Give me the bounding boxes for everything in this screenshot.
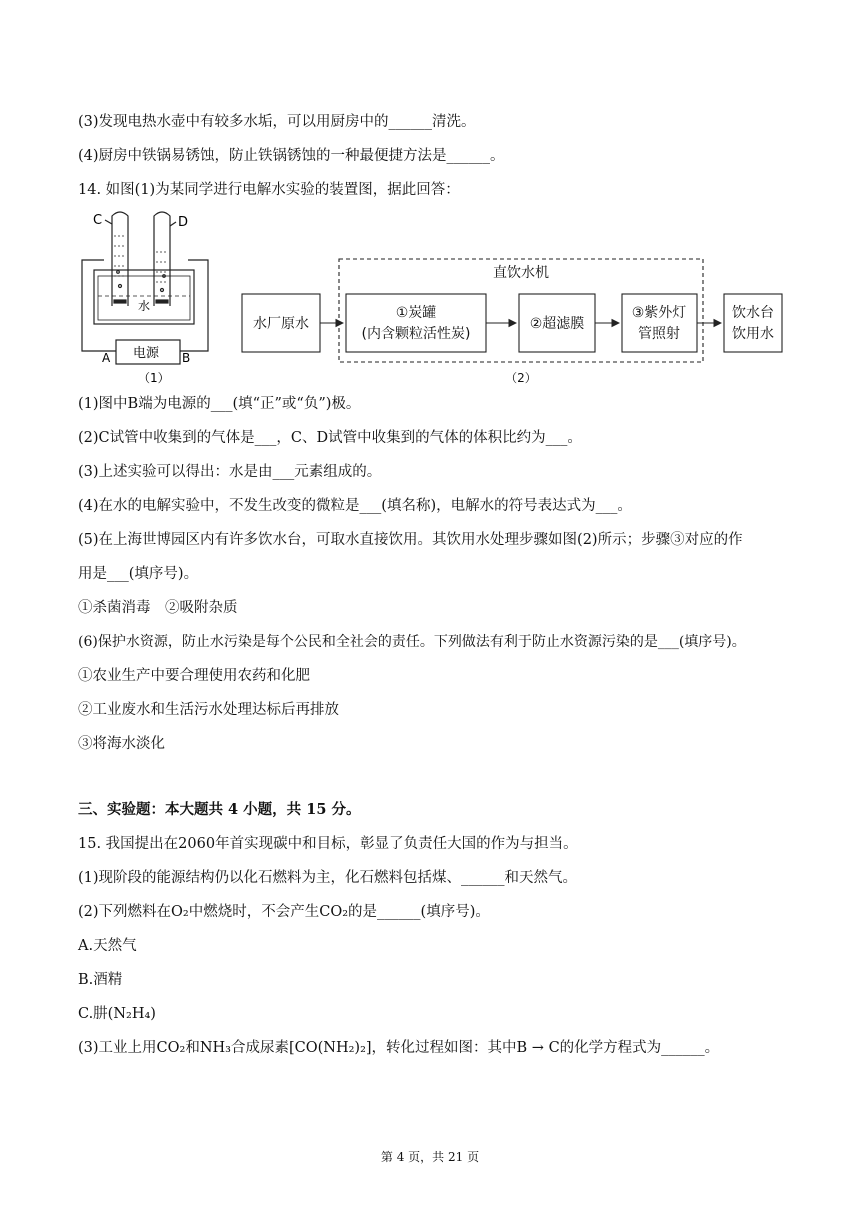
beaker [94,270,194,324]
machine-title: 直饮水机 [493,265,549,281]
q14-part6-option2: ②工业废水和生活污水处理达标后再排放 [78,702,339,718]
water-label: 水 [138,299,151,313]
q14-part5: (5)在上海世博园区内有许多饮水台，可取水直接饮用。其饮用水处理步骤如图(2)所示；步骤③对应的作 [78,532,743,548]
figure1-caption: （1） [138,371,170,385]
q14-part3: (3)上述实验可以得出：水是由___元素组成的。 [78,464,382,480]
power-label: 电源 [133,346,160,361]
label-d: D [178,215,189,230]
step3-box [622,294,697,352]
q14-part2: (2)C试管中收集到的气体是___，C、D试管中收集到的气体的体积比约为___。 [78,430,582,446]
label-c: C [93,213,103,228]
wire-left [82,260,116,351]
output-label-line2: 饮用水 [732,326,774,342]
q14-part6: (6)保护水资源，防止水污染是每个公民和全社会的责任。下列做法有利于防止水资源污染的是___(填序号)。 [78,634,746,650]
q14-part6-option1: ①农业生产中要合理使用农药和化肥 [78,668,310,684]
q15-part2: (2)下列燃料在O₂中燃烧时，不会产生CO₂的是______(填序号)。 [78,904,490,920]
label-a: A [102,351,111,365]
output-box [724,294,782,352]
q14-part1: (1)图中B端为电源的___(填“正”或“负”)极。 [78,396,361,412]
step1-box [346,294,486,352]
q15-option-a: A.天然气 [78,938,137,954]
q13-part3: (3)发现电热水壶中有较多水垢，可以用厨房中的______清洗。 [78,114,476,130]
section-heading: 三、实验题：本大题共 4 小题，共 15 分。 [78,801,361,818]
q13-part4: (4)厨房中铁锅易锈蚀，防止铁锅锈蚀的一种最便捷方法是______。 [78,148,505,164]
test-tube-c [112,212,128,306]
output-label-line1: 饮水台 [732,305,774,321]
water-treatment-flow-figure [238,254,786,388]
step3-label-line2: 管照射 [638,326,680,342]
step1-label-line1: ①炭罐 [395,305,437,321]
q15-stem: 15. 我国提出在2060年首实现碳中和目标，彰显了负责任大国的作为与担当。 [78,836,578,852]
q15-option-c: C.肼(N₂H₄) [78,1006,156,1022]
step1-label-line2: (内含颗粒活性炭) [361,326,471,342]
q15-part1: (1)现阶段的能源结构仍以化石燃料为主，化石燃料包括煤、______和天然气。 [78,870,578,886]
q14-part5-options: ①杀菌消毒 ②吸附杂质 [78,600,238,616]
label-b: B [182,351,191,365]
q14-part6-option3: ③将海水淡化 [78,736,165,752]
figure2-caption: （2） [505,371,537,385]
q14-stem: 14. 如图(1)为某同学进行电解水实验的装置图，据此回答： [78,182,460,198]
page-footer: 第 4 页，共 21 页 [380,1150,480,1164]
q14-part4: (4)在水的电解实验中，不发生改变的微粒是___(填名称)，电解水的符号表达式为___。 [78,498,632,514]
source-label: 水厂原水 [253,316,309,332]
step3-label-line1: ③紫外灯 [631,305,687,321]
electrolysis-apparatus-figure [76,206,216,388]
step2-label: ②超滤膜 [529,316,585,332]
q15-option-b: B.酒精 [78,972,123,988]
q14-part5-cont: 用是___(填序号)。 [78,566,199,582]
q15-part3: (3)工业上用CO₂和NH₃合成尿素[CO(NH₂)₂]，转化过程如图：其中B → C的化学方程式为______。 [78,1040,720,1056]
